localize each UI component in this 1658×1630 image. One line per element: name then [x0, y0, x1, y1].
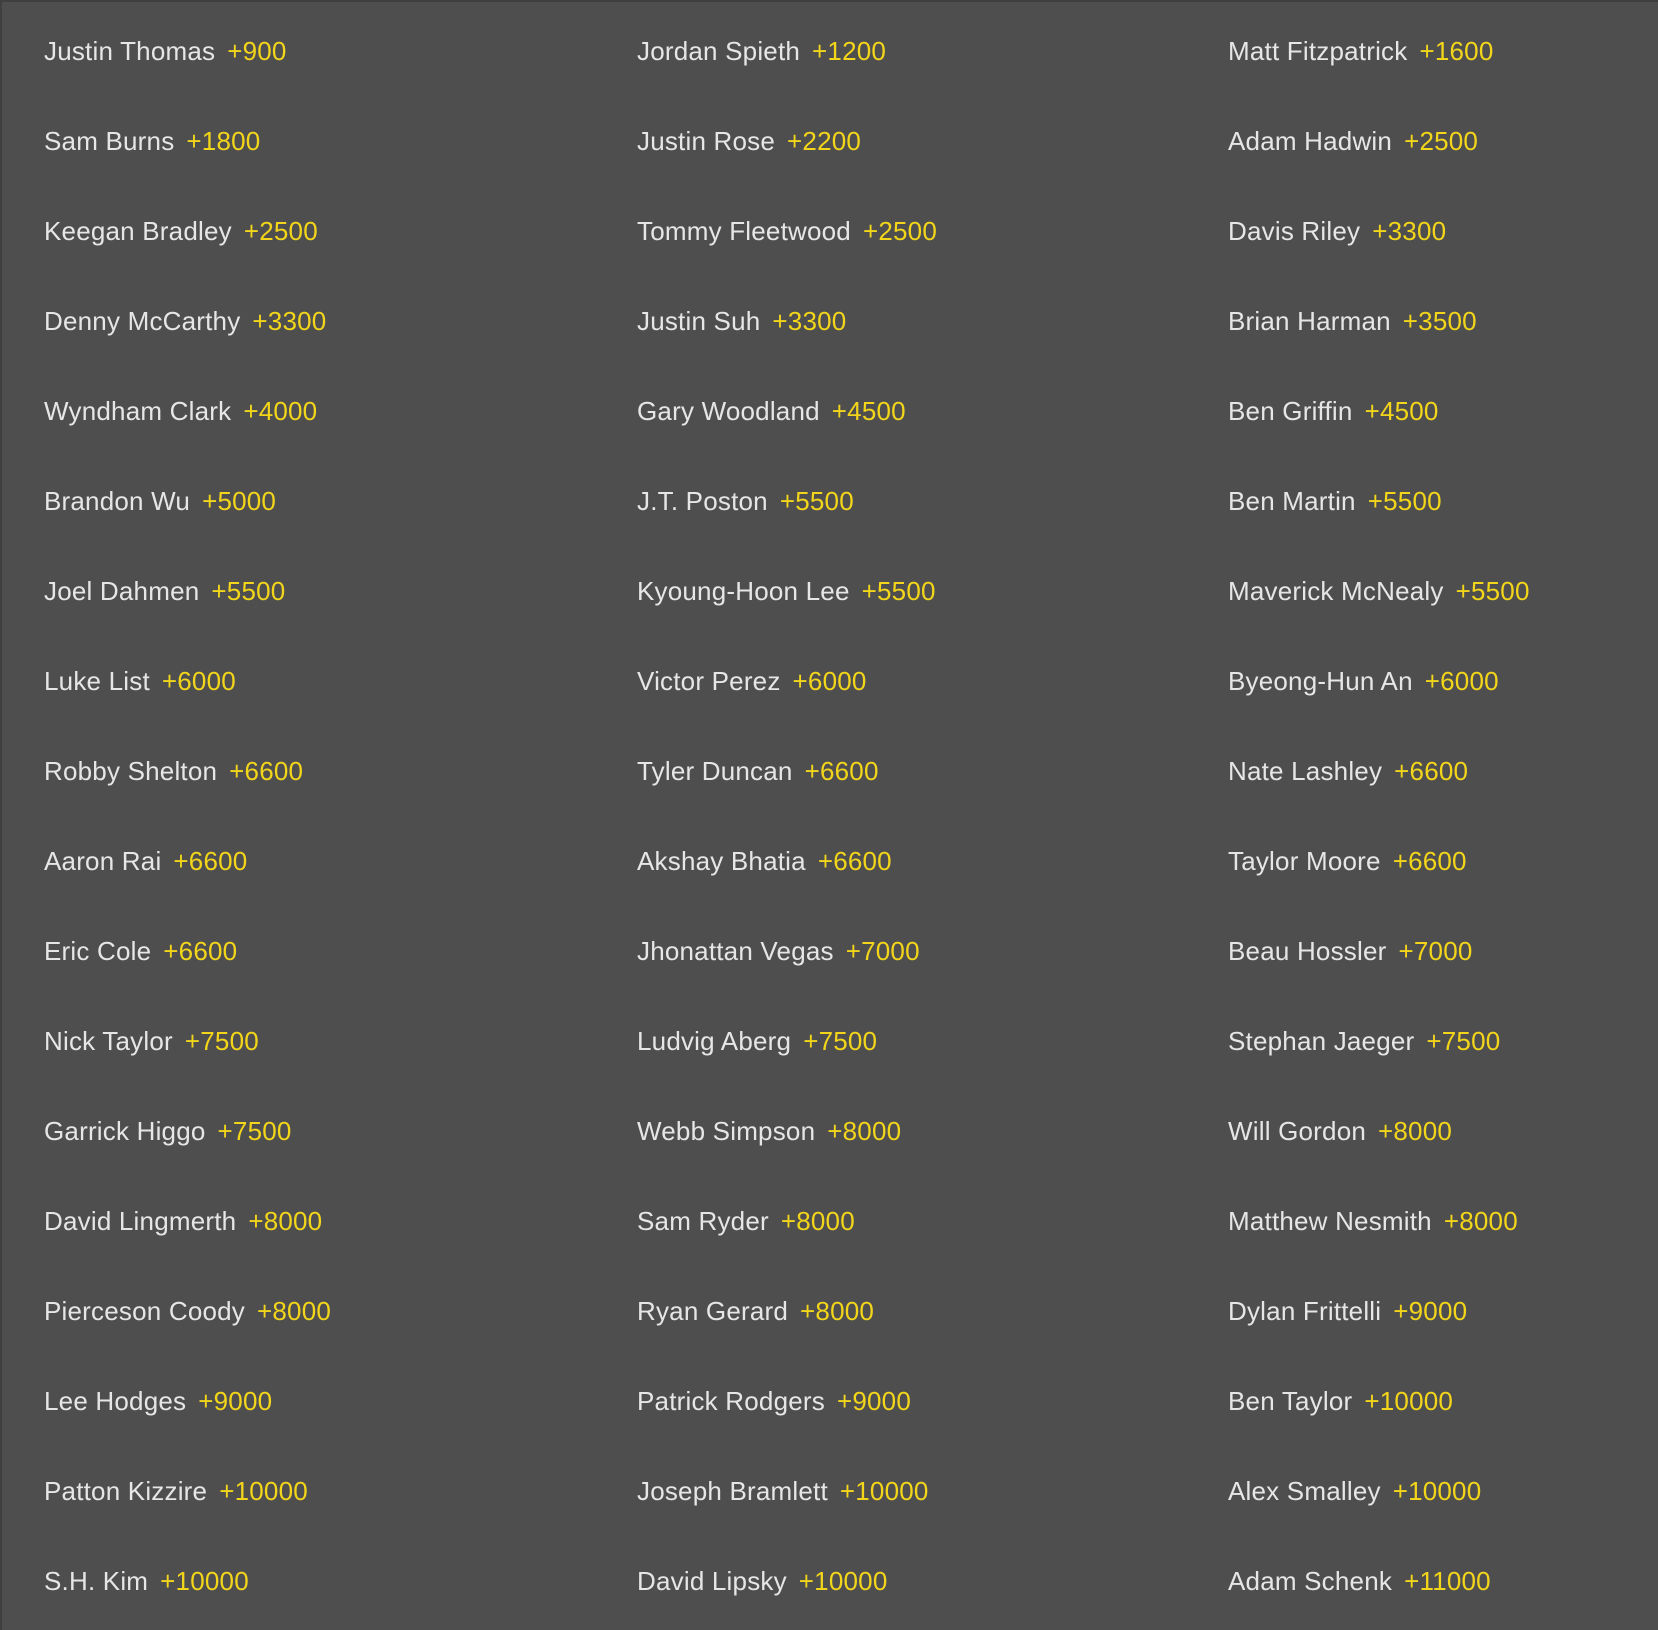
- player-name: Eric Cole: [44, 935, 152, 966]
- player-entry: [1228, 96, 1628, 186]
- player-odds: +5500: [211, 575, 286, 606]
- player-name: Ryan Gerard: [637, 1295, 789, 1326]
- odds-grid: [44, 6, 1644, 1626]
- player-name: Davis Riley: [1228, 215, 1361, 246]
- player-name: Ben Martin: [1228, 485, 1356, 516]
- player-name: Brandon Wu: [44, 485, 191, 516]
- player-entry: [44, 1266, 637, 1356]
- player-name: Aaron Rai: [44, 845, 162, 876]
- player-name: Robby Shelton: [44, 755, 218, 786]
- player-name: Sam Ryder: [637, 1205, 769, 1236]
- player-entry: [44, 906, 637, 996]
- player-odds: +6600: [817, 845, 892, 876]
- player-name: Nick Taylor: [44, 1025, 173, 1056]
- player-name: Dylan Frittelli: [1228, 1295, 1382, 1326]
- player-entry: [44, 546, 637, 636]
- player-odds: +4500: [831, 395, 906, 426]
- player-name: S.H. Kim: [44, 1565, 149, 1596]
- player-odds: +8000: [1378, 1115, 1453, 1146]
- player-odds: +8000: [248, 1205, 323, 1236]
- player-entry: [44, 636, 637, 726]
- player-name: Ben Taylor: [1228, 1385, 1353, 1416]
- player-odds: +10000: [219, 1475, 308, 1506]
- player-name: Wyndham Clark: [44, 395, 232, 426]
- player-odds: +10000: [160, 1565, 249, 1596]
- player-odds: +6600: [1394, 755, 1469, 786]
- player-name: Justin Suh: [637, 305, 761, 336]
- player-name: Ludvig Aberg: [637, 1025, 792, 1056]
- player-entry: [44, 186, 637, 276]
- player-entry: [44, 456, 637, 546]
- player-entry: [44, 366, 637, 456]
- player-name: Adam Hadwin: [1228, 125, 1393, 156]
- player-odds: +9000: [198, 1385, 273, 1416]
- player-name: Stephan Jaeger: [1228, 1025, 1415, 1056]
- player-odds: +3500: [1402, 305, 1477, 336]
- player-odds: +8000: [827, 1115, 902, 1146]
- player-name: David Lipsky: [637, 1565, 787, 1596]
- player-odds: +4000: [243, 395, 318, 426]
- player-odds: +3300: [1372, 215, 1447, 246]
- player-entry: [637, 456, 1228, 546]
- player-name: David Lingmerth: [44, 1205, 237, 1236]
- player-odds: +10000: [1364, 1385, 1454, 1416]
- player-odds: +10000: [1392, 1475, 1482, 1506]
- player-entry: [44, 1446, 637, 1536]
- player-name: Beau Hossler: [1228, 935, 1387, 966]
- player-name: Tommy Fleetwood: [637, 215, 851, 246]
- player-name: Webb Simpson: [637, 1115, 816, 1146]
- player-entry: [1228, 816, 1628, 906]
- player-entry: [1228, 1446, 1628, 1536]
- player-odds: +11000: [1404, 1565, 1491, 1596]
- player-odds: +5000: [202, 485, 277, 516]
- player-name: Jordan Spieth: [637, 35, 801, 66]
- player-entry: [637, 816, 1228, 906]
- player-name: Akshay Bhatia: [637, 845, 806, 876]
- player-odds: +7000: [845, 935, 920, 966]
- player-entry: [637, 276, 1228, 366]
- player-odds: +7500: [217, 1115, 292, 1146]
- player-odds: +10000: [798, 1565, 888, 1596]
- player-name: Gary Woodland: [637, 395, 820, 426]
- player-name: Maverick McNealy: [1228, 575, 1444, 606]
- player-entry: [1228, 546, 1628, 636]
- player-odds: +5500: [779, 485, 854, 516]
- player-odds: +5500: [1367, 485, 1442, 516]
- player-entry: [637, 1446, 1228, 1536]
- player-odds: +7000: [1398, 935, 1473, 966]
- player-odds: +6600: [1392, 845, 1467, 876]
- player-odds: +9000: [1393, 1295, 1468, 1326]
- player-odds: +9000: [836, 1385, 911, 1416]
- player-odds: +5500: [1455, 575, 1530, 606]
- player-entry: [44, 276, 637, 366]
- player-entry: [44, 1356, 637, 1446]
- player-odds: +6000: [792, 665, 867, 696]
- player-entry: [1228, 906, 1628, 996]
- player-name: Patton Kizzire: [44, 1475, 208, 1506]
- player-entry: [1228, 6, 1628, 96]
- player-name: J.T. Poston: [637, 485, 768, 516]
- player-name: Garrick Higgo: [44, 1115, 206, 1146]
- player-name: Justin Rose: [637, 125, 776, 156]
- player-odds: +2500: [1404, 125, 1479, 156]
- player-name: Victor Perez: [637, 665, 781, 696]
- player-name: Justin Thomas: [44, 35, 216, 66]
- player-name: Jhonattan Vegas: [637, 935, 834, 966]
- player-name: Will Gordon: [1228, 1115, 1367, 1146]
- player-odds: +7500: [1426, 1025, 1501, 1056]
- player-entry: [1228, 1086, 1628, 1176]
- player-entry: [637, 1086, 1228, 1176]
- player-entry: [637, 1176, 1228, 1266]
- player-entry: [637, 186, 1228, 276]
- player-name: Joel Dahmen: [44, 575, 200, 606]
- player-odds: +7500: [184, 1025, 259, 1056]
- player-entry: [1228, 366, 1628, 456]
- player-entry: [1228, 456, 1628, 546]
- player-entry: [44, 1176, 637, 1266]
- player-name: Denny McCarthy: [44, 305, 241, 336]
- player-entry: [44, 96, 637, 186]
- player-name: Alex Smalley: [1228, 1475, 1381, 1506]
- player-entry: [44, 6, 637, 96]
- player-entry: [637, 1266, 1228, 1356]
- player-entry: [44, 1536, 637, 1626]
- player-entry: [44, 1086, 637, 1176]
- player-odds: +6600: [229, 755, 304, 786]
- player-odds: +6600: [804, 755, 879, 786]
- player-odds: +6000: [161, 665, 236, 696]
- player-name: Nate Lashley: [1228, 755, 1383, 786]
- player-odds: +2200: [787, 125, 862, 156]
- player-name: Tyler Duncan: [637, 755, 793, 786]
- player-entry: [637, 726, 1228, 816]
- player-odds: +6600: [163, 935, 238, 966]
- player-entry: [637, 546, 1228, 636]
- player-name: Luke List: [44, 665, 150, 696]
- player-name: Pierceson Coody: [44, 1295, 245, 1326]
- player-odds: +8000: [780, 1205, 855, 1236]
- player-entry: [637, 1356, 1228, 1446]
- player-entry: [637, 996, 1228, 1086]
- player-name: Lee Hodges: [44, 1385, 187, 1416]
- player-entry: [637, 6, 1228, 96]
- player-odds: +900: [227, 35, 287, 66]
- player-odds: +2500: [862, 215, 937, 246]
- player-entry: [1228, 186, 1628, 276]
- player-odds: +8000: [800, 1295, 875, 1326]
- player-entry: [44, 996, 637, 1086]
- player-entry: [1228, 1536, 1628, 1626]
- player-entry: [637, 1536, 1228, 1626]
- player-name: Brian Harman: [1228, 305, 1391, 336]
- player-entry: [637, 366, 1228, 456]
- player-entry: [1228, 996, 1628, 1086]
- player-entry: [44, 726, 637, 816]
- player-odds: +4500: [1364, 395, 1439, 426]
- player-name: Patrick Rodgers: [637, 1385, 825, 1416]
- player-name: Keegan Bradley: [44, 215, 232, 246]
- player-entry: [44, 816, 637, 906]
- player-odds: +1600: [1419, 35, 1494, 66]
- player-name: Taylor Moore: [1228, 845, 1381, 876]
- player-entry: [1228, 726, 1628, 816]
- player-odds: +6000: [1424, 665, 1499, 696]
- player-entry: [637, 96, 1228, 186]
- player-name: Byeong-Hun An: [1228, 665, 1413, 696]
- player-name: Adam Schenk: [1228, 1565, 1393, 1596]
- player-odds: +6600: [173, 845, 248, 876]
- player-odds: +3300: [252, 305, 327, 336]
- player-entry: [1228, 1356, 1628, 1446]
- player-odds: +1800: [186, 125, 261, 156]
- player-name: Ben Griffin: [1228, 395, 1353, 426]
- player-entry: [1228, 276, 1628, 366]
- player-odds: +10000: [839, 1475, 929, 1506]
- player-odds: +2500: [243, 215, 318, 246]
- player-odds: +7500: [803, 1025, 878, 1056]
- player-name: Matthew Nesmith: [1228, 1205, 1432, 1236]
- player-odds: +1200: [812, 35, 887, 66]
- player-name: Matt Fitzpatrick: [1228, 35, 1408, 66]
- player-entry: [637, 636, 1228, 726]
- player-odds: +8000: [257, 1295, 332, 1326]
- player-entry: [637, 906, 1228, 996]
- player-odds: +3300: [772, 305, 847, 336]
- player-entry: [1228, 1176, 1628, 1266]
- player-entry: [1228, 1266, 1628, 1356]
- player-entry: [1228, 636, 1628, 726]
- player-odds: +5500: [861, 575, 936, 606]
- player-name: Joseph Bramlett: [637, 1475, 828, 1506]
- player-odds: +8000: [1443, 1205, 1518, 1236]
- player-name: Kyoung-Hoon Lee: [637, 575, 850, 606]
- player-name: Sam Burns: [44, 125, 175, 156]
